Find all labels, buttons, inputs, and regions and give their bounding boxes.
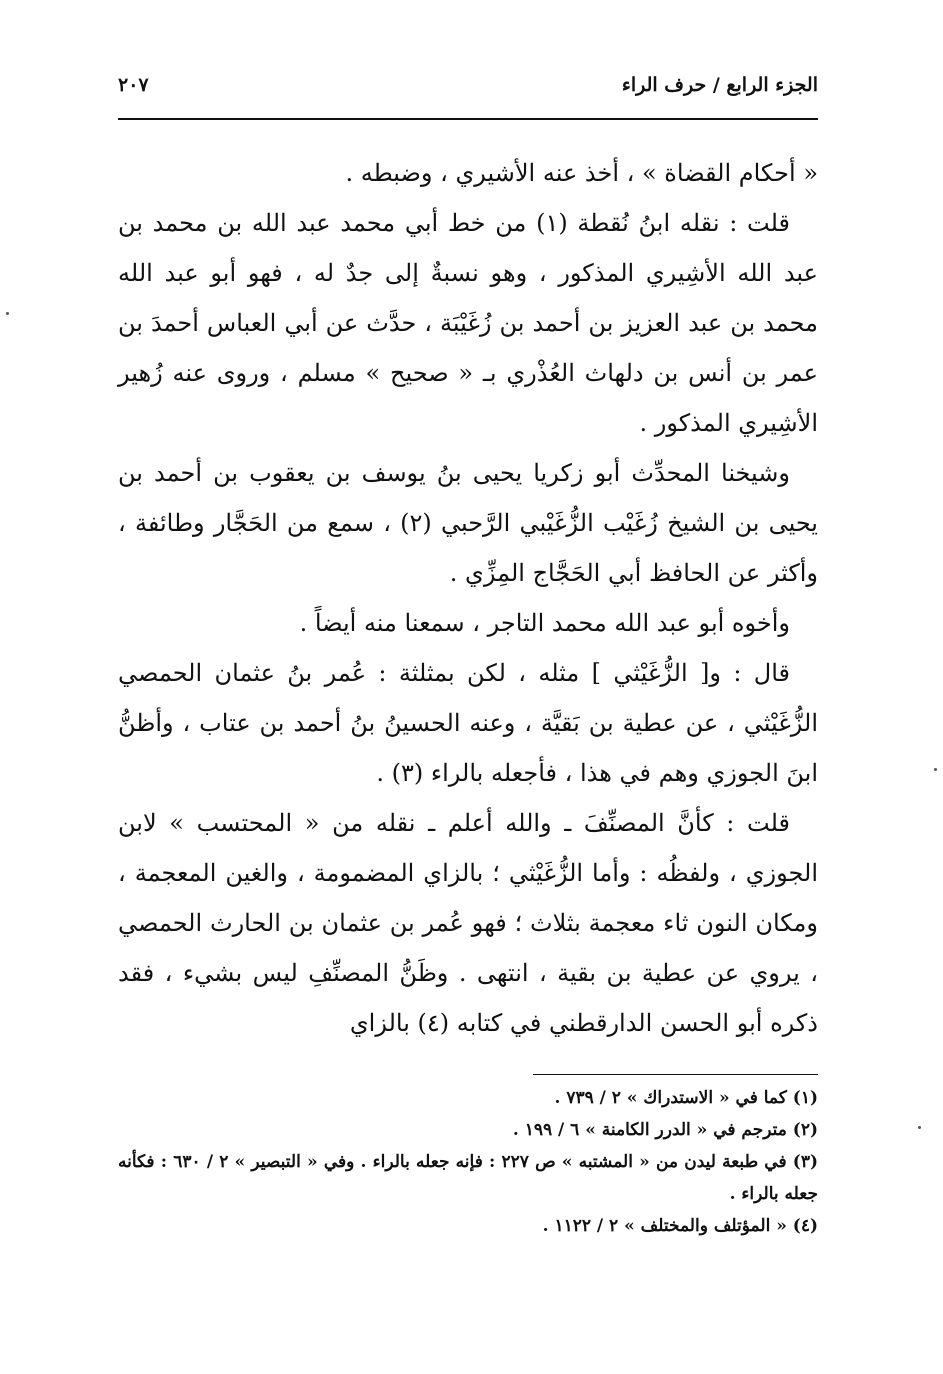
running-title: الجزء الرابع / حرف الراء <box>621 74 818 96</box>
main-text <box>118 148 818 1048</box>
scan-speck <box>6 312 9 315</box>
paragraph: قال : و[ الزُّغَيْثي ] مثله ، لكن بمثلثة : عُمر بنُ عثمان الحمصي الزُّغَيْثي ، عن عطية بن بَقيَّة ، وعنه الحسينُ بنُ أحمد بن عتاب ، وأظنُّ ابنَ الجوزي وهم في هذا ، فأجعله بالراء (٣) . <box>118 659 818 787</box>
footnote: (٤) « المؤتلف والمختلف » ٢ / ١١٢٢ . <box>542 1216 818 1236</box>
footnotes <box>118 1082 818 1242</box>
paragraph: « أحكام القضاة » ، أخذ عنه الأشيري ، وضبطه . <box>345 159 818 187</box>
paragraph: قلت : كأنَّ المصنِّفَ ـ والله أعلم ـ نقله من « المحتسب » لابن الجوزي ، ولفظُه : وأما الزُّغَيْثي ؛ بالزاي المضمومة ، والغين المعجمة ، ومكان النون ثاء معجمة بثلاث ؛ فهو عُمر بن عثمان بن الحارث الحمصي ، يروي عن عطية بن بقية ، انتهى . وظَنُّ المصنِّفِ ليس بشيء ، فقد ذكره أبو الحسن الدارقطني في كتابه (٤) بالزاي <box>118 809 818 1037</box>
footnote-rule <box>533 1074 818 1075</box>
page-header <box>118 70 818 112</box>
footnote: (٣) في طبعة ليدن من « المشتبه » ص ٢٢٧ : فإنه جعله بالراء . وفي « التبصير » ٢ / ٦٣٠ : فكأنه جعله بالراء . <box>118 1152 819 1204</box>
scan-speck <box>934 768 937 771</box>
paragraph: وأخوه أبو عبد الله محمد التاجر ، سمعنا منه أيضاً . <box>299 609 790 637</box>
scan-speck <box>918 1126 921 1129</box>
paragraph: قلت : نقله ابنُ نُقطة (١) من خط أبي محمد عبد الله بن محمد بن عبد الله الأشِيري المذكور ، وهو نسبةٌ إلى جدٌ له ، فهو أبو عبد الله محمد بن عبد العزيز بن أحمد بن زُغَيْبَة ، حدَّث عن أبي العباس أحمدَ بن عمر بن أنس بن دلهاث العُذْري بـ « صحيح » مسلم ، وروى عنه زُهير الأشِيري المذكور . <box>118 209 818 437</box>
footnote: (٢) مترجم في « الدرر الكامنة » ٦ / ١٩٩ . <box>512 1120 818 1140</box>
footnote: (١) كما في « الاستدراك » ٢ / ٧٣٩ . <box>554 1088 818 1108</box>
page-number: ٢٠٧ <box>118 74 149 96</box>
paragraph: وشيخنا المحدِّث أبو زكريا يحيى بنُ يوسف بن يعقوب بن أحمد بن يحيى بن الشيخ زُغَيْب الزُّغَيْبي الرَّحبي (٢) ، سمع من الحَجَّار وطائفة ، وأكثر عن الحافظ أبي الحَجَّاج المِزِّي . <box>118 459 818 587</box>
header-rule <box>118 118 818 120</box>
